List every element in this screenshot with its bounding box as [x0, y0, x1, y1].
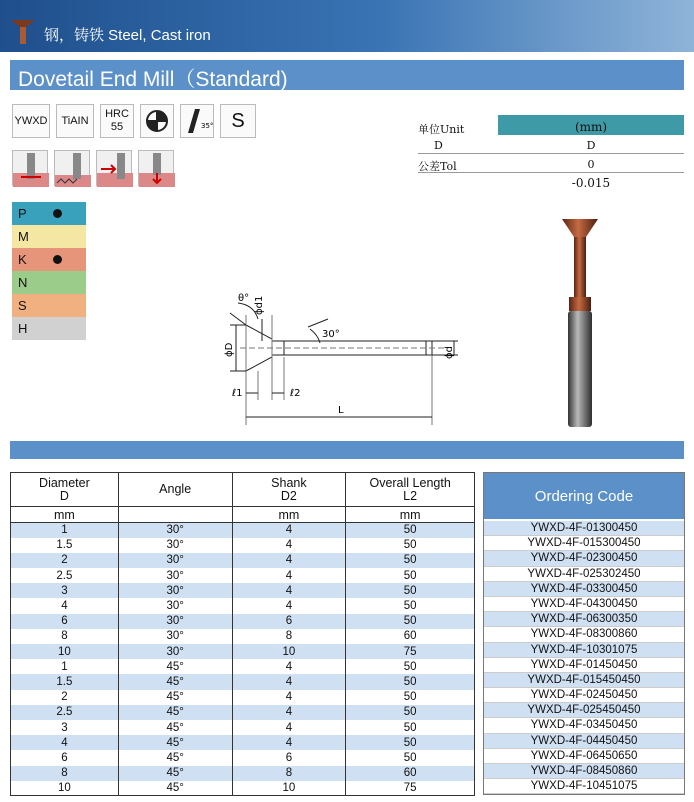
coating-badge: TiAIN — [56, 104, 94, 138]
suitable-dot-icon — [53, 255, 62, 264]
operation-plunge-icon — [138, 150, 174, 186]
material-m: M — [12, 225, 86, 248]
table-row: 2 30° 4 50 — [11, 553, 475, 568]
section-divider — [10, 441, 684, 459]
table-row: 4 30° 4 50 — [11, 598, 475, 613]
svg-text:30°: 30° — [322, 329, 340, 340]
ordering-code: YWXD-4F-03300450 — [484, 582, 684, 597]
helix-angle-icon — [180, 104, 214, 138]
svg-text:L: L — [338, 405, 344, 416]
table-row: 2.5 45° 4 50 — [11, 705, 475, 720]
page-title: Dovetail End Mill（Standard) — [18, 68, 288, 91]
ordering-code: YWXD-4F-01450450 — [484, 658, 684, 673]
table-row: 1 30° 4 50 — [11, 523, 475, 538]
material-p: P — [12, 202, 86, 225]
technical-drawing — [210, 285, 470, 425]
table-row: 8 45° 8 60 — [11, 766, 475, 781]
table-row: 1.5 30° 4 50 — [11, 538, 475, 553]
header-banner — [0, 0, 694, 52]
ordering-code: YWXD-4F-01300450 — [484, 521, 684, 536]
table-row: 10 30° 10 75 — [11, 644, 475, 659]
material-k: K — [12, 248, 86, 271]
ordering-code: YWXD-4F-10451075 — [484, 779, 684, 794]
table-row: 3 30° 4 50 — [11, 583, 475, 598]
material-n: N — [12, 271, 86, 294]
ordering-code-column — [483, 472, 685, 795]
brand-badge: YWXD — [12, 104, 50, 138]
end-mill-photo — [552, 215, 608, 430]
svg-text:θ°: θ° — [238, 293, 250, 304]
operation-slotting-icon — [12, 150, 48, 186]
ordering-code: YWXD-4F-02450450 — [484, 688, 684, 703]
material-s: S — [12, 294, 86, 317]
ordering-code: YWXD-4F-08450860 — [484, 764, 684, 779]
col-angle: Angle — [118, 473, 232, 507]
col-shank: Shank D2 — [232, 473, 346, 507]
table-row: 2.5 30° 4 50 — [11, 568, 475, 583]
col-length: Overall Length L2 — [346, 473, 475, 507]
ordering-code: YWXD-4F-015300450 — [484, 536, 684, 551]
svg-text:ℓ2: ℓ2 — [290, 388, 301, 399]
ordering-code: YWXD-4F-015450450 — [484, 673, 684, 688]
operation-side-milling-icon — [54, 150, 90, 186]
table-row: 8 30° 8 60 — [11, 629, 475, 644]
table-row: 1 45° 4 50 — [11, 659, 475, 674]
ordering-code: YWXD-4F-04300450 — [484, 597, 684, 612]
shank-type-badge: S — [220, 104, 256, 138]
hrc-badge: HRC 55 — [100, 104, 134, 138]
ordering-code: YWXD-4F-02300450 — [484, 551, 684, 566]
ordering-code: YWXD-4F-08300860 — [484, 627, 684, 642]
dovetail-tool-icon — [10, 18, 36, 44]
suitable-dot-icon — [53, 209, 62, 218]
category-label: 钢，铸铁 Steel, Cast iron — [44, 27, 211, 44]
units-row: mm mm mm — [11, 507, 475, 523]
ordering-code: YWXD-4F-03450450 — [484, 718, 684, 733]
svg-text:ϕD: ϕD — [224, 342, 235, 357]
tolerance-lower-row: -0.015 — [571, 176, 611, 190]
unit-row: 单位Unit (mm) — [418, 115, 684, 133]
table-row: 6 30° 6 50 — [11, 614, 475, 629]
spec-table — [10, 472, 475, 796]
table-row: 2 45° 4 50 — [11, 690, 475, 705]
material-h: H — [12, 317, 86, 340]
title-bar — [10, 60, 684, 90]
operation-profiling-icon — [96, 150, 132, 186]
table-row: 1.5 45° 4 50 — [11, 674, 475, 689]
svg-text:ϕd1: ϕd1 — [254, 295, 265, 315]
table-row: 10 45° 10 75 — [11, 781, 475, 796]
ordering-code-header: Ordering Code — [484, 473, 684, 519]
table-row: 3 45° 4 50 — [11, 720, 475, 735]
ordering-code: YWXD-4F-025302450 — [484, 567, 684, 582]
ordering-code: YWXD-4F-10301075 — [484, 643, 684, 658]
flute-count-icon — [140, 104, 174, 138]
diameter-row: D D — [418, 136, 684, 154]
tolerance-row: 公差Tol 0 — [418, 155, 684, 173]
ordering-code: YWXD-4F-06450650 — [484, 749, 684, 764]
col-diameter: Diameter D — [11, 473, 119, 507]
ordering-code: YWXD-4F-06300350 — [484, 612, 684, 627]
svg-text:35°: 35° — [201, 122, 214, 130]
ordering-code: YWXD-4F-04450450 — [484, 734, 684, 749]
svg-text:ℓ1: ℓ1 — [232, 388, 243, 399]
svg-text:ϕd: ϕd — [444, 346, 455, 359]
ordering-code: YWXD-4F-025450450 — [484, 703, 684, 718]
table-row: 4 45° 4 50 — [11, 735, 475, 750]
table-row: 6 45° 6 50 — [11, 750, 475, 765]
